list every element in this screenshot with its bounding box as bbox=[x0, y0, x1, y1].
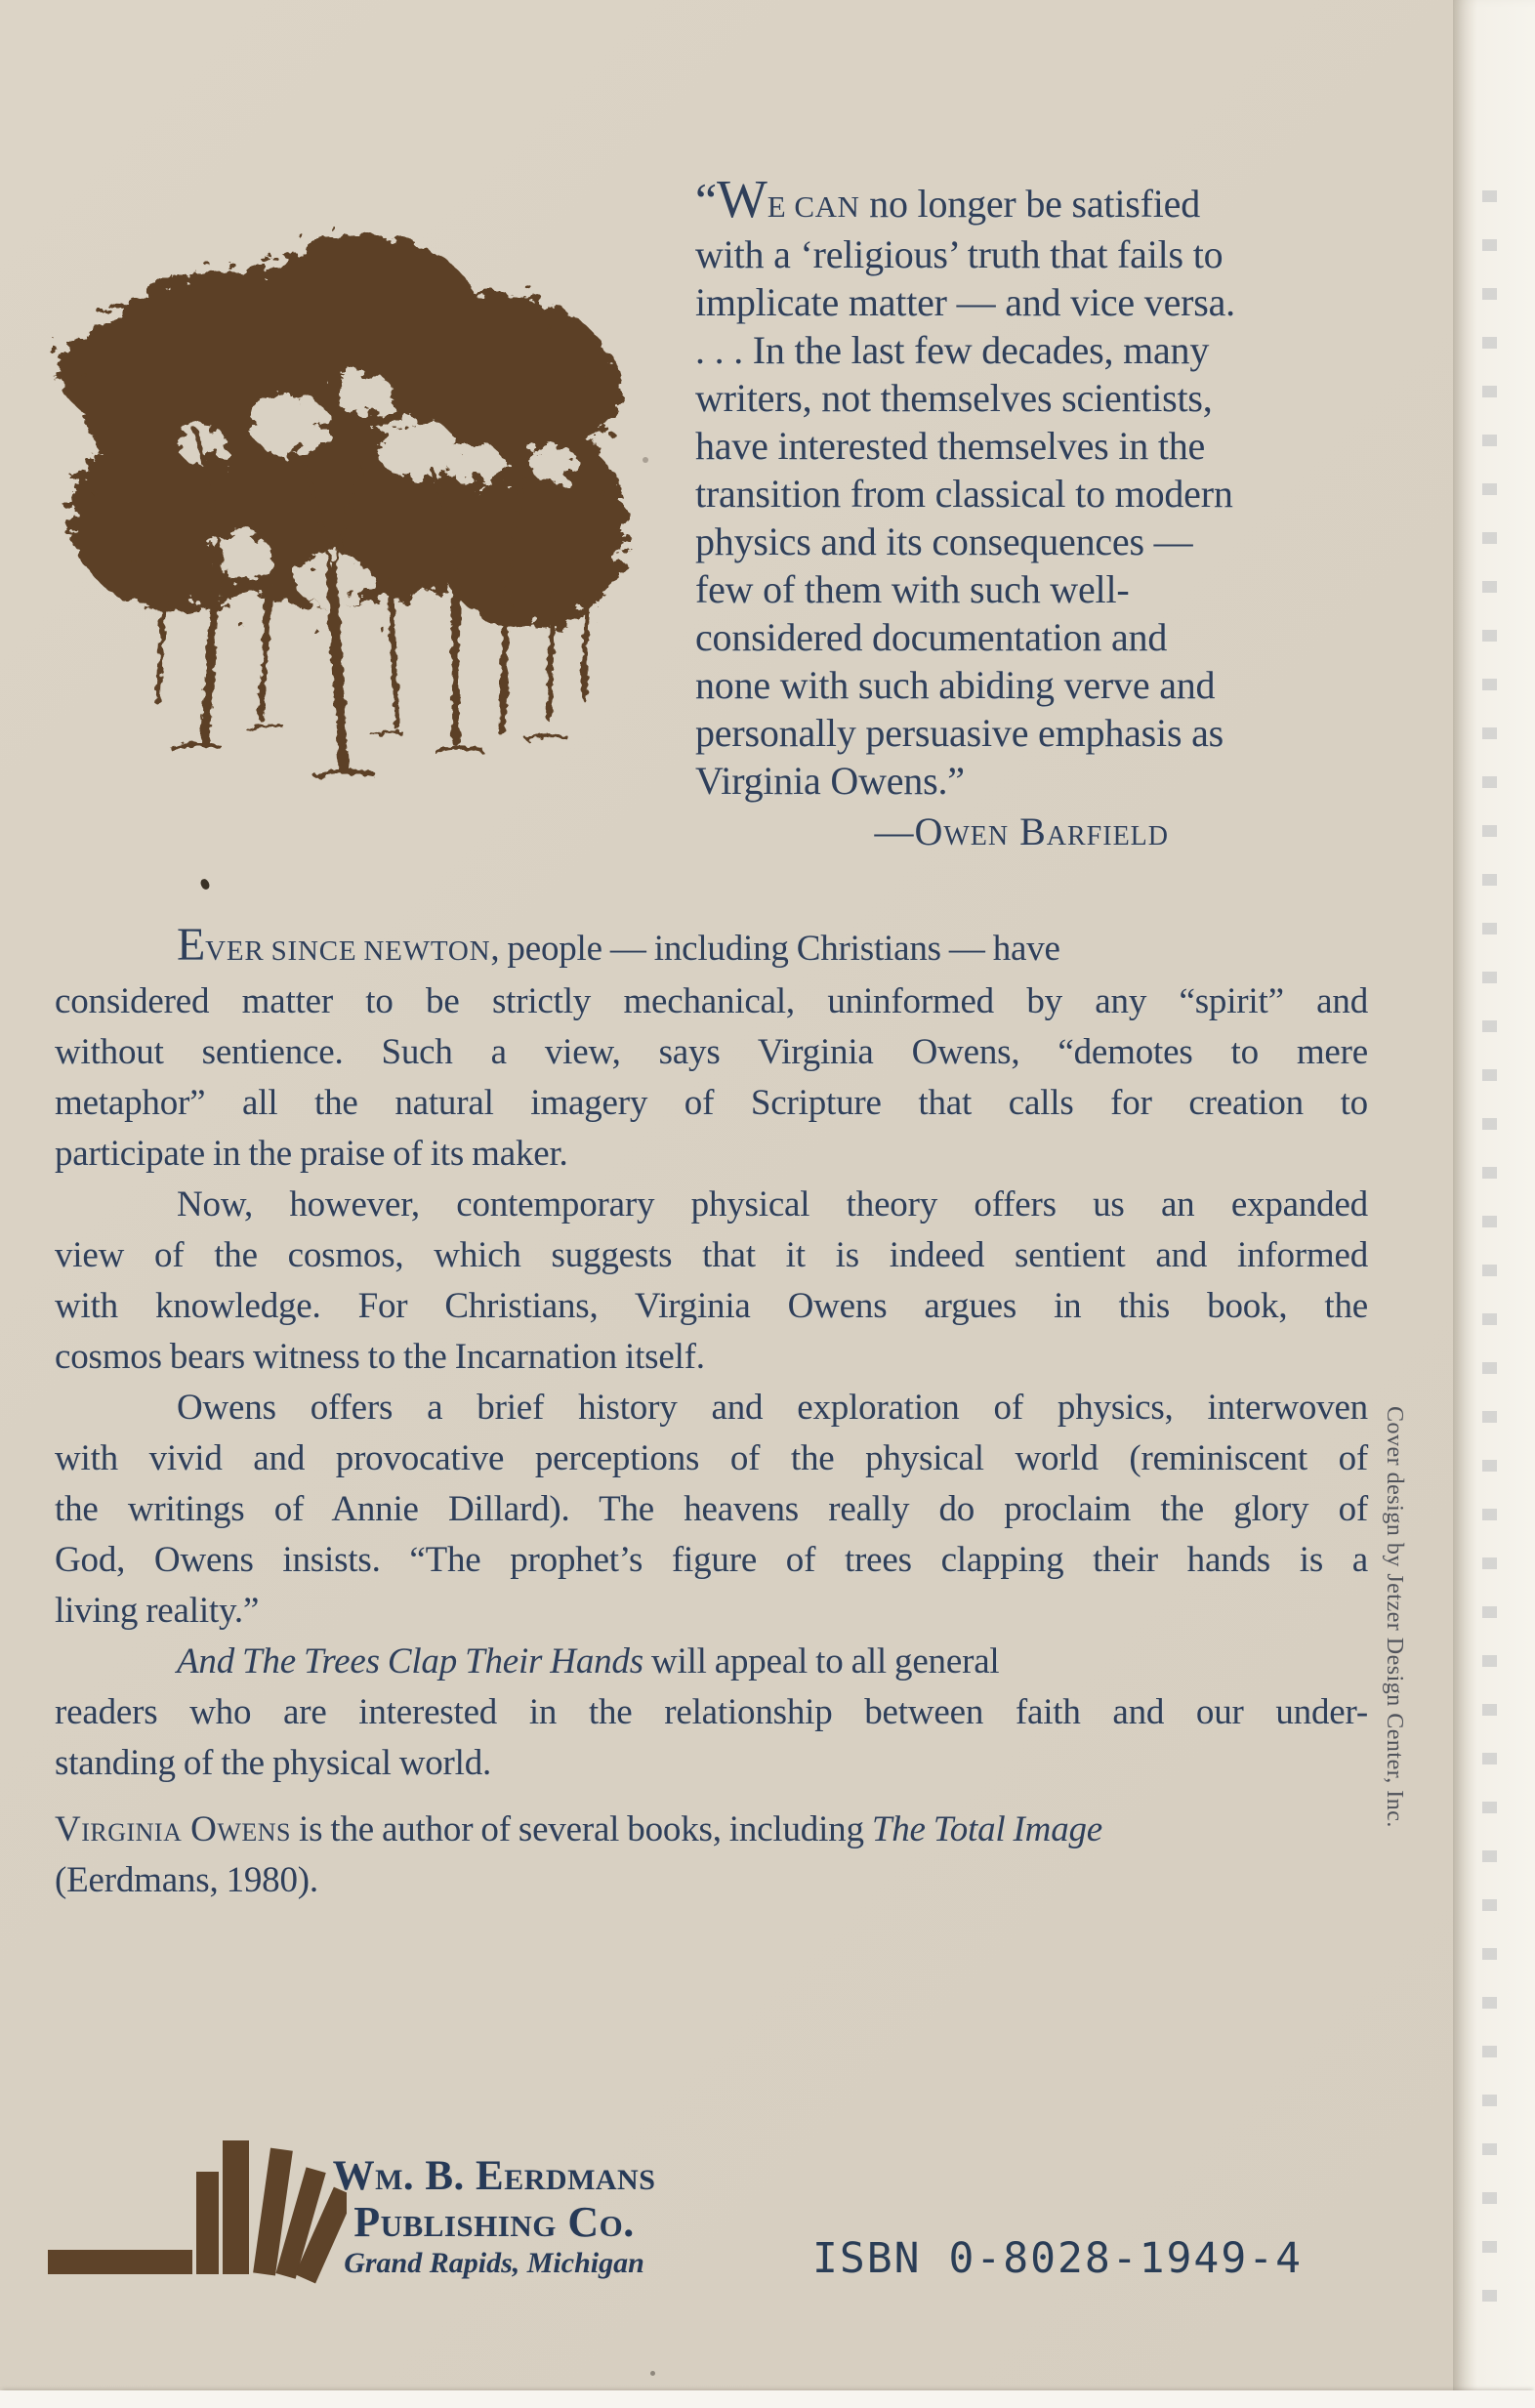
text-line: metaphor” all the natural imagery of Scripture that calls for creation to bbox=[55, 1083, 1368, 1123]
quote-line: none with such abiding verve and bbox=[695, 663, 1216, 707]
quote-lead-capital: W bbox=[717, 169, 768, 228]
quote-line: with a ‘religious’ truth that fails to bbox=[695, 232, 1224, 276]
scan-bottom-edge bbox=[0, 2390, 1535, 2408]
paragraph-4 bbox=[55, 1637, 1368, 1789]
dust-speck bbox=[199, 878, 211, 891]
quote-line: have interested themselves in the bbox=[695, 424, 1206, 468]
paragraph-2 bbox=[55, 1180, 1368, 1383]
paragraph-1 bbox=[55, 919, 1368, 1180]
publisher-location: Grand Rapids, Michigan bbox=[344, 2247, 644, 2279]
text-line: cosmos bears witness to the Incarnation itself. bbox=[55, 1337, 705, 1377]
text-line: with vivid and provocative perceptions of the physical world (reminiscent of bbox=[55, 1438, 1368, 1478]
text-line: considered matter to be strictly mechanical, uninformed by any “spirit” and bbox=[55, 981, 1368, 1021]
book-title-italic: The Total Image bbox=[871, 1809, 1103, 1849]
quote-line: Virginia Owens.” bbox=[695, 759, 965, 803]
text-line: (Eerdmans, 1980). bbox=[55, 1860, 318, 1900]
quote-line: physics and its consequences — bbox=[695, 519, 1193, 563]
publisher-block bbox=[281, 2154, 707, 2282]
author-bio bbox=[55, 1805, 1368, 1906]
paragraph-3 bbox=[55, 1383, 1368, 1637]
quote-small-caps: E CAN bbox=[767, 189, 860, 224]
paragraph-small-caps: VER SINCE NEWTON bbox=[205, 935, 491, 967]
dust-speck bbox=[650, 2371, 655, 2376]
quote-line: implicate matter — and vice versa. bbox=[695, 280, 1235, 324]
author-name: Virginia Owens bbox=[55, 1809, 291, 1849]
dust-speck bbox=[643, 457, 648, 463]
text-line: the writings of Annie Dillard). The heavens really do proclaim the glory of bbox=[55, 1489, 1368, 1529]
quote-line: transition from classical to modern bbox=[695, 472, 1233, 516]
quote-line bbox=[695, 169, 1379, 230]
text-line: without sentience. Such a view, says Virginia Owens, “demotes to mere bbox=[55, 1032, 1368, 1072]
description-text bbox=[55, 919, 1368, 1906]
isbn: ISBN 0-8028-1949-4 bbox=[812, 2234, 1303, 2283]
quote-line: considered documentation and bbox=[695, 615, 1168, 659]
text-line: readers who are interested in the relationship between faith and our under- bbox=[55, 1692, 1368, 1732]
cover-design-credit: Cover design by Jetzer Design Center, Inc. bbox=[1382, 1406, 1407, 1828]
paragraph-lead-capital: E bbox=[177, 919, 206, 971]
text-line: Owens offers a brief history and exploration of physics, interwoven bbox=[177, 1388, 1368, 1428]
text-line: Now, however, contemporary physical theory offers us an expanded bbox=[177, 1184, 1368, 1225]
quote-text: no longer be satisfied bbox=[859, 182, 1201, 226]
quote-line: . . . In the last few decades, many bbox=[695, 328, 1210, 372]
quote-line: few of them with such well- bbox=[695, 567, 1130, 611]
text-line: with knowledge. For Christians, Virginia Owens argues in this book, the bbox=[55, 1286, 1368, 1326]
publisher-name-line2: Publishing Co. bbox=[353, 2198, 635, 2246]
page-edge-ghost-marks bbox=[1482, 190, 1497, 2339]
trees-illustration bbox=[41, 171, 637, 786]
text-line: view of the cosmos, which suggests that it is indeed sentient and informed bbox=[55, 1235, 1368, 1275]
text-line: participate in the praise of its maker. bbox=[55, 1134, 568, 1174]
text-line: standing of the physical world. bbox=[55, 1743, 492, 1783]
quote-line: personally persuasive emphasis as bbox=[695, 711, 1224, 755]
text-line: EVER SINCE NEWTON, people — including Christians — have bbox=[177, 919, 1060, 971]
quote-attribution: —Owen Barfield bbox=[874, 810, 1169, 853]
book-title-italic: And The Trees Clap Their Hands bbox=[177, 1641, 643, 1681]
text-line: Virginia Owens is the author of several books, including The Total Image bbox=[55, 1809, 1103, 1849]
publisher-name-line1: Wm. B. Eerdmans bbox=[332, 2153, 656, 2199]
page-edge bbox=[1453, 0, 1535, 2408]
text-line: And The Trees Clap Their Hands will appeal to all general bbox=[177, 1641, 1000, 1681]
text-line: living reality.” bbox=[55, 1591, 260, 1631]
text-line: God, Owens insists. “The prophet’s figure of trees clapping their hands is a bbox=[55, 1540, 1368, 1580]
open-quote-mark: “ bbox=[695, 173, 717, 228]
review-quote bbox=[695, 169, 1379, 855]
quote-line: writers, not themselves scientists, bbox=[695, 376, 1213, 420]
